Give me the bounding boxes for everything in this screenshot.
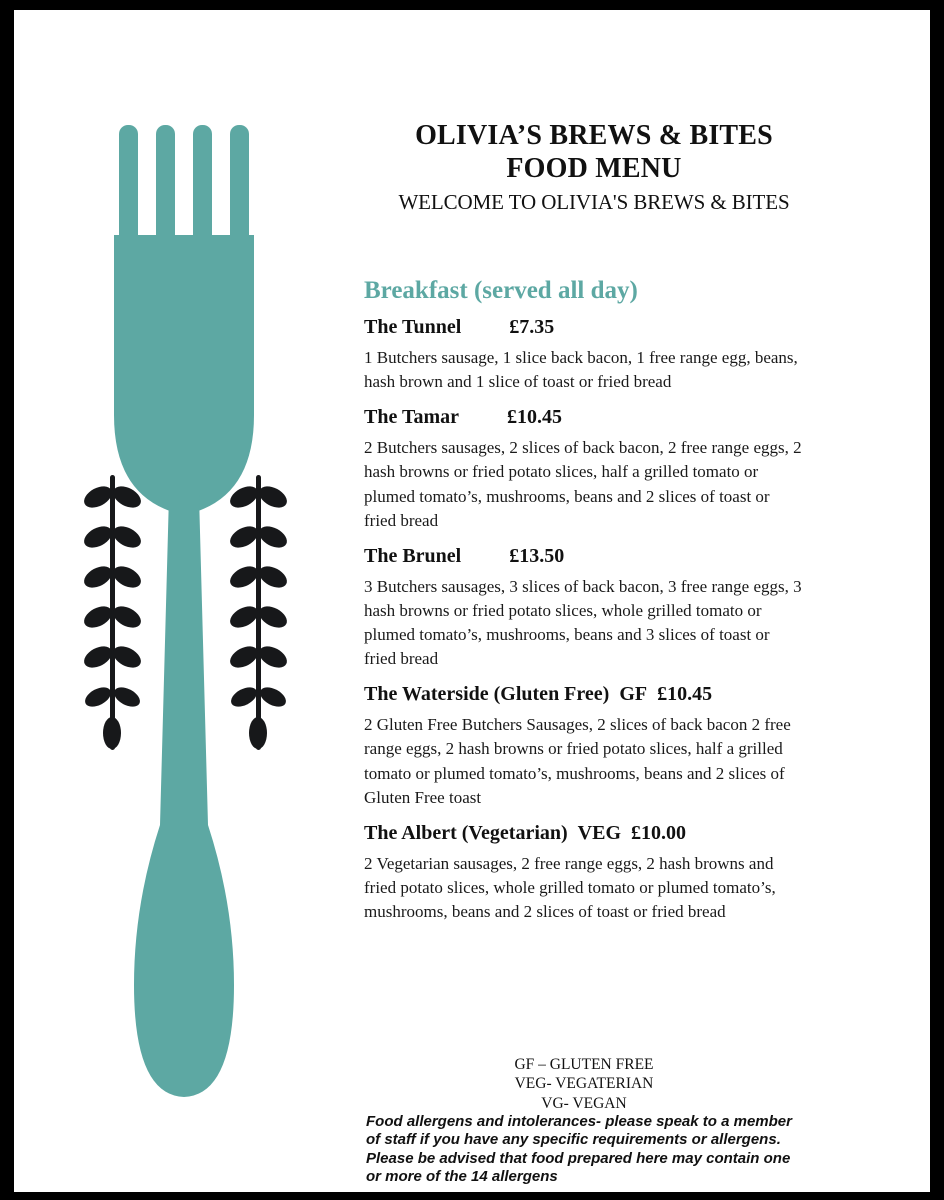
menu-item-name: The Brunel: [364, 544, 462, 567]
menu-item-description: 3 Butchers sausages, 3 slices of back bacon, 3 free range eggs, 3 hash browns or fried potato slices, whole grilled tomato or plumed tomato’s, mushrooms, beans and 3 slices of toast or fried bread: [364, 576, 802, 669]
diet-legend: [364, 1055, 804, 1113]
menu-item-heading: [364, 545, 824, 568]
menu-paper: [14, 10, 930, 1192]
brand-title-line2: FOOD MENU: [506, 152, 682, 184]
menu-item-description: 1 Butchers sausage, 1 slice back bacon, 1 free range egg, beans, hash brown and 1 slice of toast or fried bread: [364, 348, 798, 392]
brand-title-line1: OLIVIA’S BREWS & BITES: [415, 120, 773, 151]
menu-item-diet-tag: VEG: [577, 821, 622, 844]
menu-item: [364, 683, 824, 810]
legend-vegan: VG- VEGAN: [541, 1094, 627, 1112]
menu-item-name: The Waterside (Gluten Free): [364, 683, 610, 706]
menu-item-name: The Albert (Vegetarian): [364, 821, 568, 844]
menu-item-heading: [364, 822, 824, 845]
fork-illustration: [74, 115, 334, 1105]
menu-item-description: 2 Vegetarian sausages, 2 free range eggs, 2 hash browns and fried potato slices, whole grilled tomato or plumed tomato’s, mushrooms, beans and 2 slices of toast or fried bread: [364, 853, 776, 921]
menu-item-price: £10.00: [631, 821, 687, 844]
menu-item-heading: [364, 406, 824, 429]
menu-item: [364, 406, 824, 533]
section-heading-breakfast: Breakfast (served all day): [364, 276, 638, 304]
menu-item-description: 2 Gluten Free Butchers Sausages, 2 slices of back bacon 2 free range eggs, 2 hash browns or fried potato slices, half a grilled tomato or plumed tomato’s, mushrooms, beans and 2 slices of Gluten Free toast: [364, 715, 791, 807]
menu-item-name: The Tunnel: [364, 316, 462, 338]
welcome-line: WELCOME TO OLIVIA'S BREWS & BITES: [398, 189, 790, 214]
menu-item-price: £7.35: [509, 316, 555, 338]
menu-item-price: £13.50: [509, 544, 565, 567]
legend-gluten-free: GF – GLUTEN FREE: [514, 1056, 654, 1073]
allergen-notice: Food allergens and intolerances- please speak to a member of staff if you have any specific requirements or allergens. Please be advised that food prepared here may contain one or more of the 14 allergens: [366, 1113, 792, 1185]
menu-content: [364, 120, 824, 924]
menu-item-name: The Tamar: [364, 406, 460, 429]
legend-vegetarian: VEG- VEGATERIAN: [514, 1075, 654, 1093]
menu-item-heading: [364, 683, 824, 706]
menu-item-description: 2 Butchers sausages, 2 slices of back bacon, 2 free range eggs, 2 hash browns or fried potato slices, half a grilled tomato or plumed tomato’s, mushrooms, beans and 2 slices of toast or fried bread: [364, 438, 802, 530]
menu-item-diet-tag: GF: [619, 683, 648, 706]
menu-item: [364, 545, 824, 672]
menu-item: [364, 316, 824, 394]
page-title: [364, 120, 824, 186]
menu-item-price: £10.45: [657, 683, 713, 706]
menu-item-price: £10.45: [507, 406, 563, 429]
menu-item-heading: [364, 316, 824, 339]
menu-item: [364, 822, 824, 924]
